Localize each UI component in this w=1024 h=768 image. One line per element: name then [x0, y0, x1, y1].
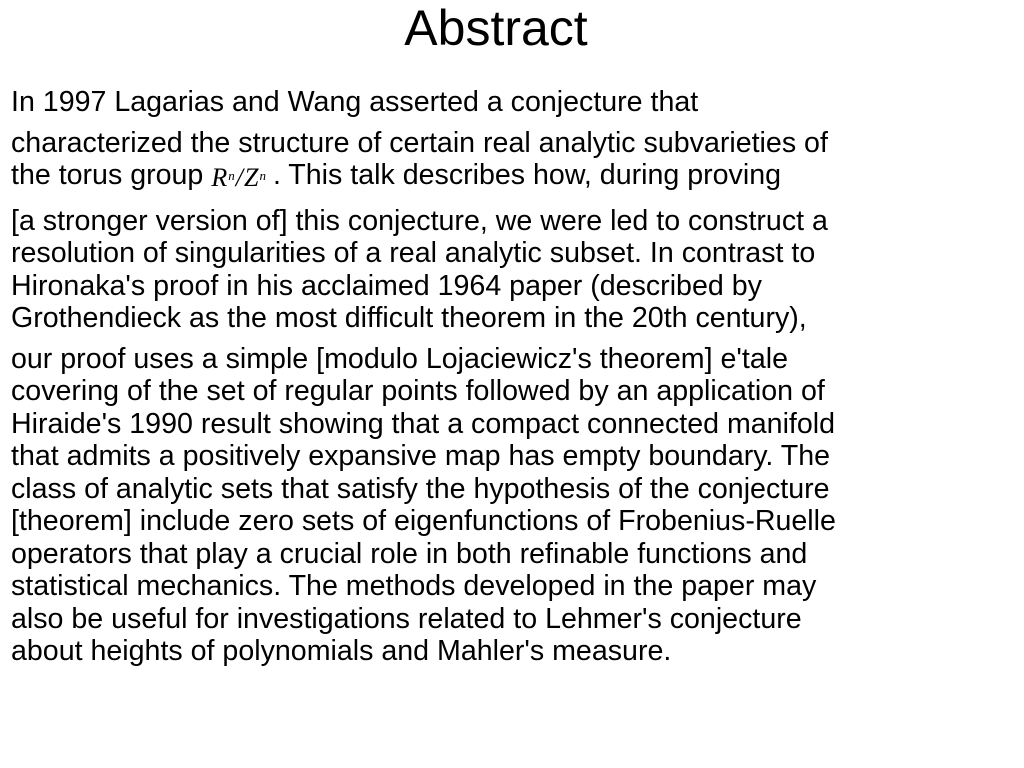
abstract-line: covering of the set of regular points followed by an application of [11, 375, 825, 407]
abstract-line: Grothendieck as the most difficult theorem in the 20th century), [11, 302, 807, 334]
abstract-line: class of analytic sets that satisfy the hypothesis of the conjecture [11, 472, 830, 505]
math-slash: / [235, 163, 244, 192]
abstract-body [11, 86, 1011, 668]
abstract-line: about heights of polynomials and Mahler's measure. [11, 635, 672, 667]
abstract-line: our proof uses a simple [modulo Lojaciewicz's theorem] e'tale [11, 342, 788, 375]
abstract-line: Hiraide's 1990 result showing that a compact connected manifold [11, 407, 836, 440]
abstract-text: . This talk describes how, during proving [272, 159, 782, 191]
abstract-line: resolution of singularities of a real analytic subset. In contrast to [11, 237, 816, 269]
abstract-text: the torus group [11, 159, 204, 191]
abstract-line: also be useful for investigations related to Lehmer's conjecture [11, 602, 802, 635]
abstract-line: operators that play a crucial role in both refinable functions and [11, 537, 808, 570]
abstract-line: Hironaka's proof in his acclaimed 1964 paper (described by [11, 269, 762, 302]
abstract-line: In 1997 Lagarias and Wang asserted a conjecture that [11, 86, 699, 118]
math-r: R [211, 163, 229, 192]
abstract-line-with-math [11, 159, 1011, 197]
torus-group-formula [203, 163, 273, 192]
abstract-line: [a stronger version of] this conjecture, we were led to construct a [11, 204, 828, 237]
abstract-line: that admits a positively expansive map has empty boundary. The [11, 440, 831, 472]
abstract-line: statistical mechanics. The methods developed in the paper may [11, 570, 817, 602]
abstract-line: characterized the structure of certain real analytic subvarieties of [11, 126, 828, 159]
math-exponent: n [228, 168, 236, 183]
math-exponent: n [259, 168, 267, 183]
slide-title: Abstract [404, 0, 588, 56]
abstract-line: [theorem] include zero sets of eigenfunctions of Frobenius-Ruelle [11, 505, 836, 537]
math-z: Z [243, 163, 260, 192]
